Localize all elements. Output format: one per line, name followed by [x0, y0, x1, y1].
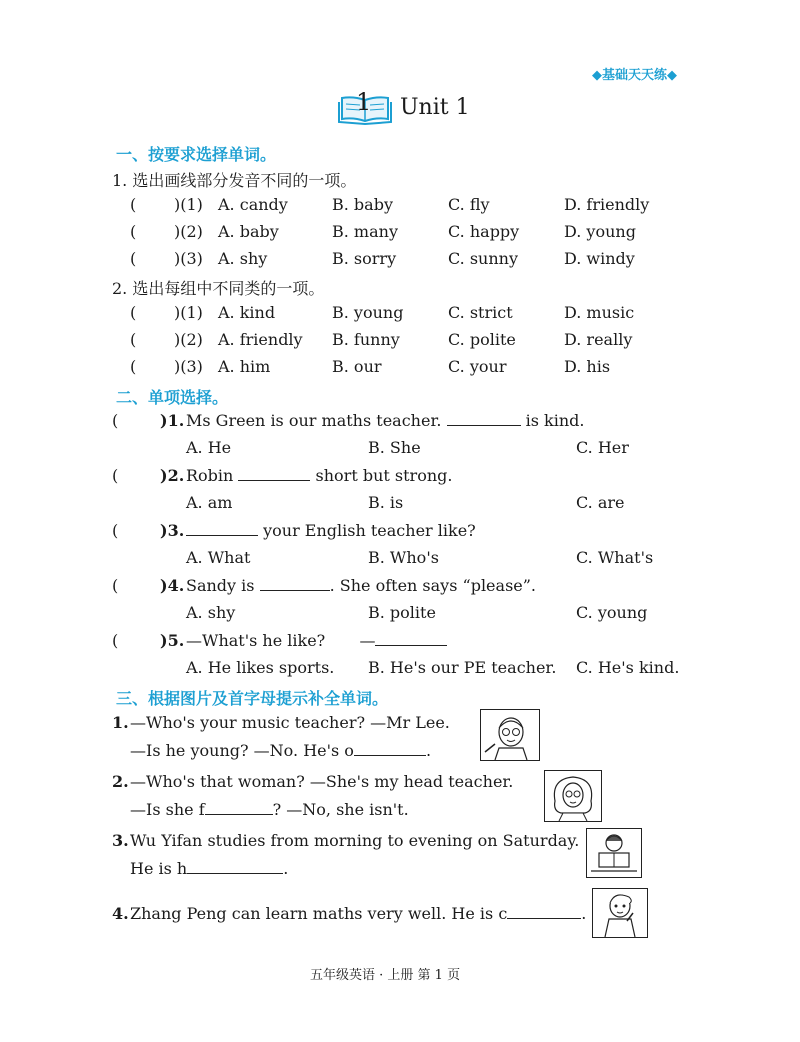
option-a: A. shy [186, 603, 236, 622]
question-line: He is h . [130, 859, 289, 878]
answer-blank[interactable] [186, 521, 258, 536]
thinking-boy-picture [592, 888, 648, 938]
option-a: A. baby [218, 222, 279, 241]
teacher-man-picture [480, 709, 540, 761]
item-number: )2. [160, 466, 185, 485]
answer-blank[interactable] [507, 904, 581, 919]
teacher-woman-picture [544, 770, 602, 822]
option-b: B. funny [332, 330, 400, 349]
option-a: A. friendly [218, 330, 303, 349]
item-number: )3. [160, 521, 185, 540]
answer-blank[interactable] [375, 631, 447, 646]
answer-blank[interactable] [205, 800, 273, 815]
option-b: B. Who's [368, 548, 439, 567]
option-d: D. windy [564, 249, 635, 268]
question-text: Robin short but strong. [186, 466, 453, 485]
answer-paren[interactable]: ( [130, 195, 137, 214]
answer-paren[interactable]: ( [130, 222, 137, 241]
option-c: C. polite [448, 330, 516, 349]
section3-title: 三、根据图片及首字母提示补全单词。 [116, 689, 389, 708]
item-number: 3. [112, 831, 129, 850]
answer-paren[interactable]: ( [130, 249, 137, 268]
item-number: 2. [112, 772, 129, 791]
section2-title: 二、单项选择。 [116, 388, 229, 407]
option-a: A. He [186, 438, 232, 457]
option-c: C. young [576, 603, 648, 622]
unit-number: 1 [356, 88, 372, 116]
answer-paren[interactable]: ( [130, 357, 137, 376]
option-b: B. young [332, 303, 404, 322]
item-number: )(2) [174, 330, 203, 349]
option-b: B. is [368, 493, 404, 512]
option-a: A. candy [218, 195, 288, 214]
option-b: B. our [332, 357, 382, 376]
option-c: C. happy [448, 222, 520, 241]
studying-boy-picture [586, 828, 642, 878]
option-b: B. many [332, 222, 398, 241]
answer-blank[interactable] [447, 411, 521, 426]
answer-blank[interactable] [260, 576, 330, 591]
q1-stem: 1. 选出画线部分发音不同的一项。 [112, 171, 357, 190]
item-number: )(3) [174, 249, 203, 268]
unit-title: Unit 1 [400, 95, 470, 120]
item-number: )5. [160, 631, 185, 650]
question-line: —Is she f ? —No, she isn't. [130, 800, 409, 819]
option-d: D. friendly [564, 195, 650, 214]
option-d: D. really [564, 330, 633, 349]
option-c: C. Her [576, 438, 629, 457]
question-text: your English teacher like? [186, 521, 476, 540]
option-c: C. What's [576, 548, 654, 567]
item-number: )4. [160, 576, 185, 595]
series-tag: ◆基础天天练◆ [592, 68, 677, 83]
question-text: —What's he like? — [186, 631, 447, 650]
item-number: )(2) [174, 222, 203, 241]
answer-paren[interactable]: ( [130, 303, 137, 322]
answer-blank[interactable] [187, 859, 283, 874]
q2-stem: 2. 选出每组中不同类的一项。 [112, 279, 325, 298]
option-c: C. your [448, 357, 507, 376]
item-number: )(1) [174, 303, 203, 322]
option-c: C. strict [448, 303, 513, 322]
question-line: —Is he young? —No. He's o . [130, 741, 432, 760]
option-c: C. fly [448, 195, 490, 214]
question-text: Sandy is . She often says “please”. [186, 576, 537, 595]
option-a: A. He likes sports. [186, 658, 335, 677]
question-line: —Who's your music teacher? —Mr Lee. [130, 713, 450, 732]
option-b: B. sorry [332, 249, 397, 268]
option-d: D. music [564, 303, 635, 322]
option-c: C. are [576, 493, 625, 512]
answer-blank[interactable] [238, 466, 310, 481]
option-c: C. sunny [448, 249, 519, 268]
item-number: )(1) [174, 195, 203, 214]
answer-paren[interactable]: ( [112, 521, 119, 540]
item-number: )1. [160, 411, 185, 430]
question-line: Zhang Peng can learn maths very well. He is c . [130, 904, 587, 923]
answer-paren[interactable]: ( [112, 411, 119, 430]
option-a: A. am [186, 493, 233, 512]
option-a: A. What [186, 548, 251, 567]
answer-blank[interactable] [354, 741, 426, 756]
option-c: C. He's kind. [576, 658, 680, 677]
option-b: B. baby [332, 195, 393, 214]
question-line: —Who's that woman? —She's my head teacher. [130, 772, 514, 791]
option-a: A. him [218, 357, 271, 376]
answer-paren[interactable]: ( [112, 466, 119, 485]
item-number: 1. [112, 713, 129, 732]
option-a: A. kind [218, 303, 276, 322]
page-footer: 五年级英语 · 上册 第 1 页 [310, 968, 461, 983]
item-number: 4. [112, 904, 129, 923]
answer-paren[interactable]: ( [130, 330, 137, 349]
option-d: D. his [564, 357, 611, 376]
item-number: )(3) [174, 357, 203, 376]
answer-paren[interactable]: ( [112, 631, 119, 650]
section1-title: 一、按要求选择单词。 [116, 145, 277, 164]
question-line: Wu Yifan studies from morning to evening on Saturday. [130, 831, 580, 850]
option-a: A. shy [218, 249, 268, 268]
option-d: D. young [564, 222, 636, 241]
option-b: B. He's our PE teacher. [368, 658, 557, 677]
question-text: Ms Green is our maths teacher. is kind. [186, 411, 585, 430]
answer-paren[interactable]: ( [112, 576, 119, 595]
option-b: B. polite [368, 603, 436, 622]
option-b: B. She [368, 438, 421, 457]
